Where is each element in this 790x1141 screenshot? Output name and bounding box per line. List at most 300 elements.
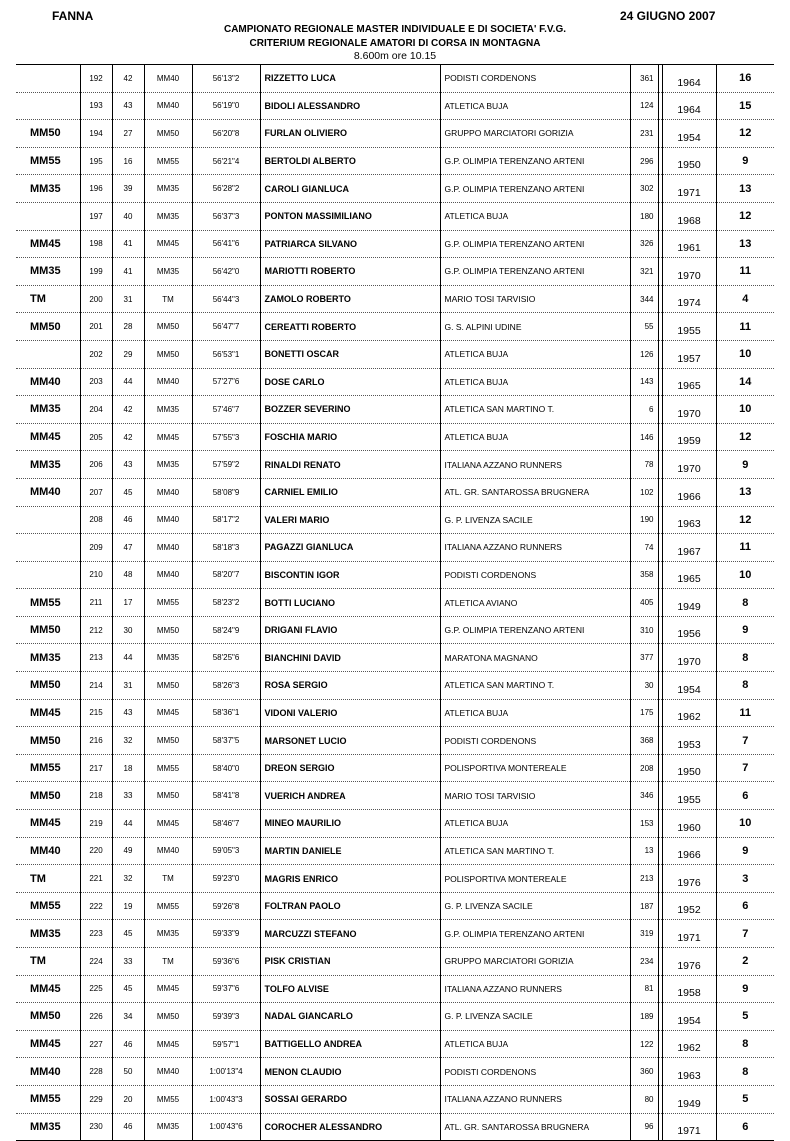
category-cell: MM45 [16, 230, 80, 258]
birth-year-cell: 1954 [662, 672, 716, 700]
points-cell: 6 [716, 782, 774, 810]
overall-position-cell: 215 [80, 699, 112, 727]
birth-year-cell: 1956 [662, 616, 716, 644]
points-cell: 11 [716, 699, 774, 727]
birth-year-cell: 1974 [662, 285, 716, 313]
category-cell [16, 561, 80, 589]
finish-time-cell: 58'46"7 [192, 810, 260, 838]
birth-year-cell: 1949 [662, 1085, 716, 1113]
athlete-name-cell: VIDONI VALERIO [260, 699, 440, 727]
club-name-cell: PODISTI CORDENONS [440, 1058, 630, 1086]
table-row [16, 616, 774, 644]
bib-number-cell: 302 [630, 175, 658, 203]
finish-time-cell: 59'37"6 [192, 975, 260, 1003]
category-position-cell: 16 [112, 147, 144, 175]
category-cell: MM55 [16, 892, 80, 920]
finish-time-cell: 58'24"9 [192, 616, 260, 644]
points-cell: 3 [716, 865, 774, 893]
table-row [16, 837, 774, 865]
category-cell: MM45 [16, 975, 80, 1003]
bib-number-cell: 74 [630, 534, 658, 562]
overall-position-cell: 196 [80, 175, 112, 203]
bib-number-cell: 360 [630, 1058, 658, 1086]
points-cell: 5 [716, 1085, 774, 1113]
bib-number-cell: 81 [630, 975, 658, 1003]
club-name-cell: ATLETICA SAN MARTINO T. [440, 396, 630, 424]
category-position-cell: 42 [112, 396, 144, 424]
finish-time-cell: 56'21"4 [192, 147, 260, 175]
bib-number-cell: 189 [630, 1003, 658, 1031]
table-row [16, 782, 774, 810]
category-position-cell: 31 [112, 285, 144, 313]
club-name-cell: ATLETICA BUJA [440, 810, 630, 838]
overall-position-cell: 228 [80, 1058, 112, 1086]
club-name-cell: POLISPORTIVA MONTEREALE [440, 865, 630, 893]
athlete-name-cell: PISK CRISTIAN [260, 948, 440, 976]
points-cell: 13 [716, 175, 774, 203]
points-cell: 11 [716, 534, 774, 562]
birth-year-cell: 1960 [662, 810, 716, 838]
runner-category-cell: MM45 [144, 810, 192, 838]
birth-year-cell: 1953 [662, 727, 716, 755]
category-cell: MM35 [16, 175, 80, 203]
category-position-cell: 42 [112, 65, 144, 93]
bib-number-cell: 180 [630, 202, 658, 230]
table-row [16, 699, 774, 727]
points-cell: 8 [716, 1030, 774, 1058]
birth-year-cell: 1970 [662, 644, 716, 672]
athlete-name-cell: BIANCHINI DAVID [260, 644, 440, 672]
runner-category-cell: MM55 [144, 892, 192, 920]
overall-position-cell: 198 [80, 230, 112, 258]
bib-number-cell: 358 [630, 561, 658, 589]
bib-number-cell: 13 [630, 837, 658, 865]
category-cell: MM55 [16, 754, 80, 782]
category-cell: MM35 [16, 396, 80, 424]
championship-title: CAMPIONATO REGIONALE MASTER INDIVIDUALE E DI SOCIETA' F.V.G. [223, 24, 567, 35]
club-name-cell: G. S. ALPINI UDINE [440, 313, 630, 341]
athlete-name-cell: VALERI MARIO [260, 506, 440, 534]
category-cell: MM50 [16, 616, 80, 644]
finish-time-cell: 57'46"7 [192, 396, 260, 424]
category-position-cell: 41 [112, 258, 144, 286]
category-position-cell: 41 [112, 230, 144, 258]
category-cell: MM50 [16, 782, 80, 810]
runner-category-cell: MM35 [144, 396, 192, 424]
overall-position-cell: 223 [80, 920, 112, 948]
table-row [16, 175, 774, 203]
table-row [16, 589, 774, 617]
finish-time-cell: 56'13"2 [192, 65, 260, 93]
birth-year-cell: 1961 [662, 230, 716, 258]
points-cell: 7 [716, 754, 774, 782]
overall-position-cell: 220 [80, 837, 112, 865]
bib-number-cell: 296 [630, 147, 658, 175]
category-cell [16, 534, 80, 562]
runner-category-cell: MM40 [144, 1058, 192, 1086]
overall-position-cell: 217 [80, 754, 112, 782]
table-row [16, 1030, 774, 1058]
points-cell: 11 [716, 258, 774, 286]
overall-position-cell: 200 [80, 285, 112, 313]
overall-position-cell: 225 [80, 975, 112, 1003]
runner-category-cell: TM [144, 285, 192, 313]
bib-number-cell: 146 [630, 423, 658, 451]
points-cell: 4 [716, 285, 774, 313]
runner-category-cell: MM50 [144, 313, 192, 341]
bib-number-cell: 326 [630, 230, 658, 258]
runner-category-cell: MM45 [144, 423, 192, 451]
club-name-cell: G.P. OLIMPIA TERENZANO ARTENI [440, 147, 630, 175]
birth-year-cell: 1964 [662, 65, 716, 93]
bib-number-cell: 78 [630, 451, 658, 479]
table-row [16, 975, 774, 1003]
points-cell: 11 [716, 313, 774, 341]
category-position-cell: 18 [112, 754, 144, 782]
runner-category-cell: MM35 [144, 920, 192, 948]
category-cell: MM45 [16, 810, 80, 838]
bib-number-cell: 102 [630, 478, 658, 506]
table-row [16, 644, 774, 672]
club-name-cell: ATLETICA BUJA [440, 1030, 630, 1058]
athlete-name-cell: MENON CLAUDIO [260, 1058, 440, 1086]
runner-category-cell: MM40 [144, 534, 192, 562]
overall-position-cell: 227 [80, 1030, 112, 1058]
points-cell: 9 [716, 147, 774, 175]
club-name-cell: ATLETICA BUJA [440, 92, 630, 120]
finish-time-cell: 56'42"0 [192, 258, 260, 286]
athlete-name-cell: BATTIGELLO ANDREA [260, 1030, 440, 1058]
birth-year-cell: 1970 [662, 396, 716, 424]
category-cell: MM45 [16, 423, 80, 451]
athlete-name-cell: BONETTI OSCAR [260, 340, 440, 368]
finish-time-cell: 57'59"2 [192, 451, 260, 479]
category-cell: MM50 [16, 313, 80, 341]
club-name-cell: ATLETICA BUJA [440, 202, 630, 230]
bib-number-cell: 344 [630, 285, 658, 313]
runner-category-cell: MM50 [144, 672, 192, 700]
table-row [16, 754, 774, 782]
category-position-cell: 27 [112, 120, 144, 148]
overall-position-cell: 194 [80, 120, 112, 148]
points-cell: 12 [716, 202, 774, 230]
table-row [16, 920, 774, 948]
athlete-name-cell: FOLTRAN PAOLO [260, 892, 440, 920]
points-cell: 10 [716, 810, 774, 838]
overall-position-cell: 208 [80, 506, 112, 534]
overall-position-cell: 216 [80, 727, 112, 755]
category-position-cell: 43 [112, 92, 144, 120]
points-cell: 5 [716, 1003, 774, 1031]
category-position-cell: 44 [112, 810, 144, 838]
finish-time-cell: 58'26"3 [192, 672, 260, 700]
birth-year-cell: 1963 [662, 506, 716, 534]
category-position-cell: 32 [112, 865, 144, 893]
runner-category-cell: MM45 [144, 699, 192, 727]
finish-time-cell: 1:00'13"4 [192, 1058, 260, 1086]
table-row [16, 865, 774, 893]
birth-year-cell: 1966 [662, 478, 716, 506]
runner-category-cell: MM55 [144, 754, 192, 782]
birth-year-cell: 1959 [662, 423, 716, 451]
club-name-cell: ATLETICA SAN MARTINO T. [440, 672, 630, 700]
birth-year-cell: 1971 [662, 920, 716, 948]
table-row [16, 534, 774, 562]
finish-time-cell: 56'20"8 [192, 120, 260, 148]
runner-category-cell: MM45 [144, 975, 192, 1003]
overall-position-cell: 204 [80, 396, 112, 424]
finish-time-cell: 57'27"6 [192, 368, 260, 396]
athlete-name-cell: ROSA SERGIO [260, 672, 440, 700]
runner-category-cell: MM40 [144, 506, 192, 534]
finish-time-cell: 59'05"3 [192, 837, 260, 865]
table-row [16, 423, 774, 451]
points-cell: 10 [716, 396, 774, 424]
athlete-name-cell: DOSE CARLO [260, 368, 440, 396]
category-cell: MM55 [16, 589, 80, 617]
birth-year-cell: 1954 [662, 120, 716, 148]
finish-time-cell: 58'08"9 [192, 478, 260, 506]
category-position-cell: 34 [112, 1003, 144, 1031]
club-name-cell: G. P. LIVENZA SACILE [440, 1003, 630, 1031]
category-position-cell: 46 [112, 1030, 144, 1058]
finish-time-cell: 56'19"0 [192, 92, 260, 120]
table-row [16, 561, 774, 589]
category-position-cell: 44 [112, 644, 144, 672]
overall-position-cell: 212 [80, 616, 112, 644]
birth-year-cell: 1955 [662, 313, 716, 341]
table-row [16, 1058, 774, 1086]
athlete-name-cell: BOZZER SEVERINO [260, 396, 440, 424]
category-cell: MM45 [16, 1030, 80, 1058]
category-cell: MM40 [16, 1058, 80, 1086]
category-cell: MM35 [16, 920, 80, 948]
club-name-cell: ATLETICA BUJA [440, 340, 630, 368]
finish-time-cell: 59'33"9 [192, 920, 260, 948]
overall-position-cell: 195 [80, 147, 112, 175]
points-cell: 2 [716, 948, 774, 976]
finish-time-cell: 58'17"2 [192, 506, 260, 534]
category-cell: TM [16, 865, 80, 893]
category-position-cell: 31 [112, 672, 144, 700]
birth-year-cell: 1970 [662, 258, 716, 286]
bib-number-cell: 405 [630, 589, 658, 617]
runner-category-cell: MM50 [144, 727, 192, 755]
athlete-name-cell: ZAMOLO ROBERTO [260, 285, 440, 313]
birth-year-cell: 1950 [662, 147, 716, 175]
bib-number-cell: 190 [630, 506, 658, 534]
club-name-cell: G.P. OLIMPIA TERENZANO ARTENI [440, 230, 630, 258]
category-position-cell: 46 [112, 1113, 144, 1141]
bib-number-cell: 122 [630, 1030, 658, 1058]
finish-time-cell: 59'39"3 [192, 1003, 260, 1031]
birth-year-cell: 1952 [662, 892, 716, 920]
finish-time-cell: 56'28"2 [192, 175, 260, 203]
athlete-name-cell: MAGRIS ENRICO [260, 865, 440, 893]
bib-number-cell: 187 [630, 892, 658, 920]
runner-category-cell: MM35 [144, 451, 192, 479]
athlete-name-cell: COROCHER ALESSANDRO [260, 1113, 440, 1141]
club-name-cell: ATL. GR. SANTAROSSA BRUGNERA [440, 1113, 630, 1141]
points-cell: 14 [716, 368, 774, 396]
criterium-title: CRITERIUM REGIONALE AMATORI DI CORSA IN MONTAGNA [249, 37, 541, 49]
bib-number-cell: 80 [630, 1085, 658, 1113]
finish-time-cell: 56'41"6 [192, 230, 260, 258]
runner-category-cell: MM35 [144, 644, 192, 672]
runner-category-cell: MM35 [144, 175, 192, 203]
table-row [16, 892, 774, 920]
finish-time-cell: 56'47"7 [192, 313, 260, 341]
athlete-name-cell: CARNIEL EMILIO [260, 478, 440, 506]
category-position-cell: 19 [112, 892, 144, 920]
club-name-cell: G.P. OLIMPIA TERENZANO ARTENI [440, 258, 630, 286]
birth-year-cell: 1955 [662, 782, 716, 810]
overall-position-cell: 202 [80, 340, 112, 368]
overall-position-cell: 203 [80, 368, 112, 396]
runner-category-cell: MM40 [144, 478, 192, 506]
table-row [16, 506, 774, 534]
bib-number-cell: 55 [630, 313, 658, 341]
category-cell [16, 506, 80, 534]
runner-category-cell: MM55 [144, 589, 192, 617]
overall-position-cell: 197 [80, 202, 112, 230]
runner-category-cell: MM50 [144, 120, 192, 148]
birth-year-cell: 1968 [662, 202, 716, 230]
category-cell [16, 92, 80, 120]
table-row [16, 672, 774, 700]
club-name-cell: PODISTI CORDENONS [440, 65, 630, 93]
bib-number-cell: 6 [630, 396, 658, 424]
club-name-cell: POLISPORTIVA MONTEREALE [440, 754, 630, 782]
points-cell: 9 [716, 837, 774, 865]
club-name-cell: MARIO TOSI TARVISIO [440, 285, 630, 313]
date-label: 24 GIUGNO 2007 [620, 9, 716, 23]
finish-time-cell: 58'41"8 [192, 782, 260, 810]
overall-position-cell: 229 [80, 1085, 112, 1113]
finish-time-cell: 57'55"3 [192, 423, 260, 451]
category-position-cell: 46 [112, 506, 144, 534]
finish-time-cell: 59'57"1 [192, 1030, 260, 1058]
category-position-cell: 40 [112, 202, 144, 230]
club-name-cell: G. P. LIVENZA SACILE [440, 892, 630, 920]
club-name-cell: G.P. OLIMPIA TERENZANO ARTENI [440, 920, 630, 948]
category-cell [16, 202, 80, 230]
athlete-name-cell: FURLAN OLIVIERO [260, 120, 440, 148]
points-cell: 9 [716, 616, 774, 644]
birth-year-cell: 1967 [662, 534, 716, 562]
points-cell: 16 [716, 65, 774, 93]
overall-position-cell: 222 [80, 892, 112, 920]
runner-category-cell: MM50 [144, 1003, 192, 1031]
overall-position-cell: 192 [80, 65, 112, 93]
finish-time-cell: 58'25"6 [192, 644, 260, 672]
category-position-cell: 49 [112, 837, 144, 865]
points-cell: 6 [716, 1113, 774, 1141]
athlete-name-cell: TOLFO ALVISE [260, 975, 440, 1003]
finish-time-cell: 58'37"5 [192, 727, 260, 755]
category-cell: MM50 [16, 727, 80, 755]
category-position-cell: 50 [112, 1058, 144, 1086]
runner-category-cell: MM35 [144, 1113, 192, 1141]
bib-number-cell: 321 [630, 258, 658, 286]
overall-position-cell: 207 [80, 478, 112, 506]
club-name-cell: ATLETICA BUJA [440, 423, 630, 451]
category-position-cell: 17 [112, 589, 144, 617]
birth-year-cell: 1962 [662, 1030, 716, 1058]
table-row [16, 202, 774, 230]
runner-category-cell: MM55 [144, 147, 192, 175]
points-cell: 9 [716, 975, 774, 1003]
points-cell: 13 [716, 230, 774, 258]
finish-time-cell: 1:00'43"6 [192, 1113, 260, 1141]
category-cell: MM35 [16, 451, 80, 479]
points-cell: 6 [716, 892, 774, 920]
bib-number-cell: 377 [630, 644, 658, 672]
race-subtitle: 8.600m ore 10.15 [353, 50, 437, 62]
club-name-cell: MARATONA MAGNANO [440, 644, 630, 672]
points-cell: 8 [716, 589, 774, 617]
athlete-name-cell: PONTON MASSIMILIANO [260, 202, 440, 230]
athlete-name-cell: CEREATTI ROBERTO [260, 313, 440, 341]
category-cell: MM40 [16, 368, 80, 396]
bib-number-cell: 213 [630, 865, 658, 893]
finish-time-cell: 56'37"3 [192, 202, 260, 230]
birth-year-cell: 1971 [662, 1113, 716, 1141]
runner-category-cell: MM50 [144, 616, 192, 644]
athlete-name-cell: BISCONTIN IGOR [260, 561, 440, 589]
birth-year-cell: 1976 [662, 948, 716, 976]
athlete-name-cell: CAROLI GIANLUCA [260, 175, 440, 203]
category-position-cell: 45 [112, 478, 144, 506]
category-cell: TM [16, 948, 80, 976]
points-cell: 7 [716, 920, 774, 948]
club-name-cell: ATLETICA AVIANO [440, 589, 630, 617]
runner-category-cell: MM40 [144, 92, 192, 120]
birth-year-cell: 1958 [662, 975, 716, 1003]
category-position-cell: 39 [112, 175, 144, 203]
table-row [16, 948, 774, 976]
category-cell: MM35 [16, 1113, 80, 1141]
overall-position-cell: 193 [80, 92, 112, 120]
points-cell: 15 [716, 92, 774, 120]
category-position-cell: 47 [112, 534, 144, 562]
birth-year-cell: 1957 [662, 340, 716, 368]
overall-position-cell: 230 [80, 1113, 112, 1141]
athlete-name-cell: DRIGANI FLAVIO [260, 616, 440, 644]
category-cell: TM [16, 285, 80, 313]
finish-time-cell: 56'53"1 [192, 340, 260, 368]
category-position-cell: 33 [112, 948, 144, 976]
overall-position-cell: 224 [80, 948, 112, 976]
finish-time-cell: 59'23"0 [192, 865, 260, 893]
category-position-cell: 32 [112, 727, 144, 755]
category-position-cell: 33 [112, 782, 144, 810]
club-name-cell: ATLETICA BUJA [440, 699, 630, 727]
athlete-name-cell: PATRIARCA SILVANO [260, 230, 440, 258]
points-cell: 12 [716, 506, 774, 534]
runner-category-cell: MM40 [144, 837, 192, 865]
runner-category-cell: MM50 [144, 340, 192, 368]
table-row [16, 120, 774, 148]
runner-category-cell: MM50 [144, 782, 192, 810]
points-cell: 9 [716, 451, 774, 479]
table-row [16, 313, 774, 341]
category-cell: MM55 [16, 1085, 80, 1113]
overall-position-cell: 214 [80, 672, 112, 700]
athlete-name-cell: MARSONET LUCIO [260, 727, 440, 755]
points-cell: 10 [716, 340, 774, 368]
athlete-name-cell: BOTTI LUCIANO [260, 589, 440, 617]
